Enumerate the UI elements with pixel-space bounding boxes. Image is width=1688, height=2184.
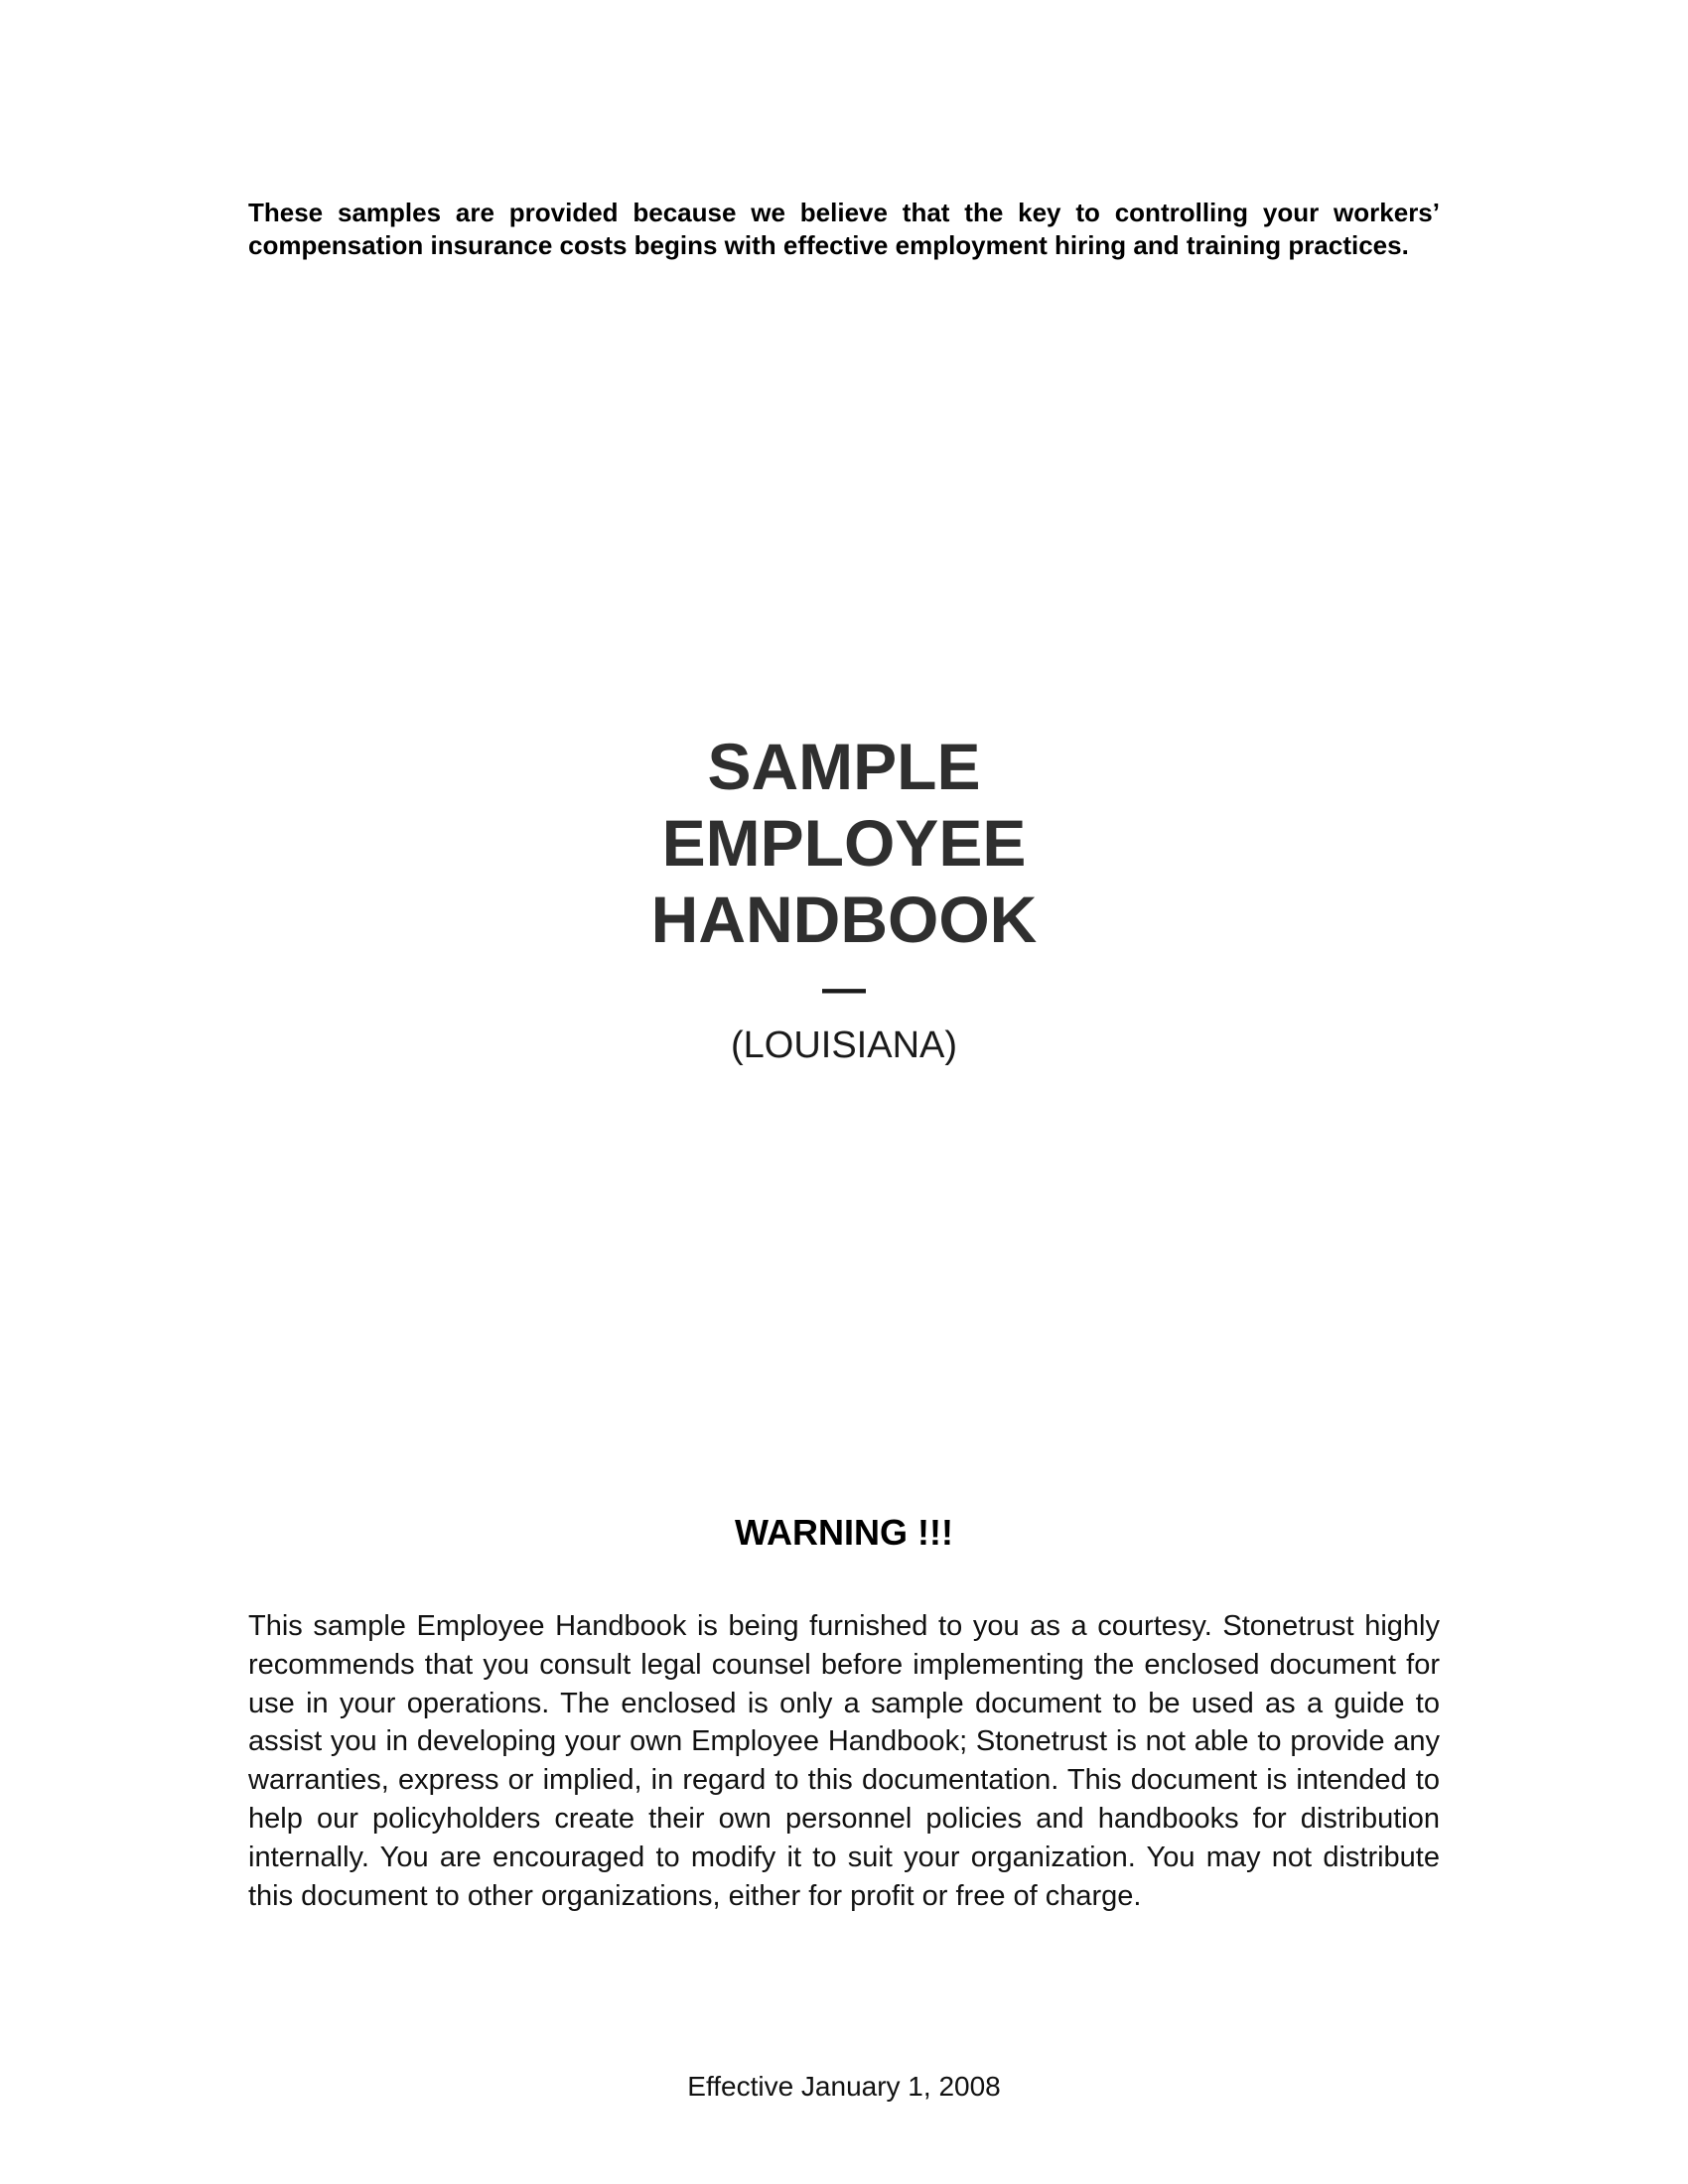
title-dash: —: [822, 964, 866, 1013]
title-line-sample: SAMPLE: [707, 730, 981, 803]
title-line-employee: EMPLOYEE: [661, 806, 1027, 880]
title-block: [0, 729, 1688, 1067]
effective-date: Effective January 1, 2008: [687, 2071, 1001, 2102]
state-subtitle: (LOUISIANA): [730, 1024, 958, 1066]
title-line-handbook: HANDBOOK: [650, 883, 1038, 956]
warning-heading: WARNING !!!: [735, 1512, 953, 1553]
warning-paragraph: This sample Employee Handbook is being furnished to you as a courtesy. Stonetrust highly recommends that you consult legal counsel before implementing the enclosed document for use in your operations. The enclosed is only a sample document to be used as a guide to assist you in developing your own Employee Handbook; Stonetrust is not able to provide any warranties, express or implied, in regard to this documentation. This document is intended to help our policyholders create their own personnel policies and handbooks for distribution internally. You are encouraged to modify it to suit your organization. You may not distribute this document to other organizations, either for profit or free of charge.: [248, 1610, 1440, 1912]
intro-paragraph: These samples are provided because we believe that the key to controlling your workers’ compensation insurance costs begins with effective employment hiring and training practices.: [248, 198, 1440, 260]
